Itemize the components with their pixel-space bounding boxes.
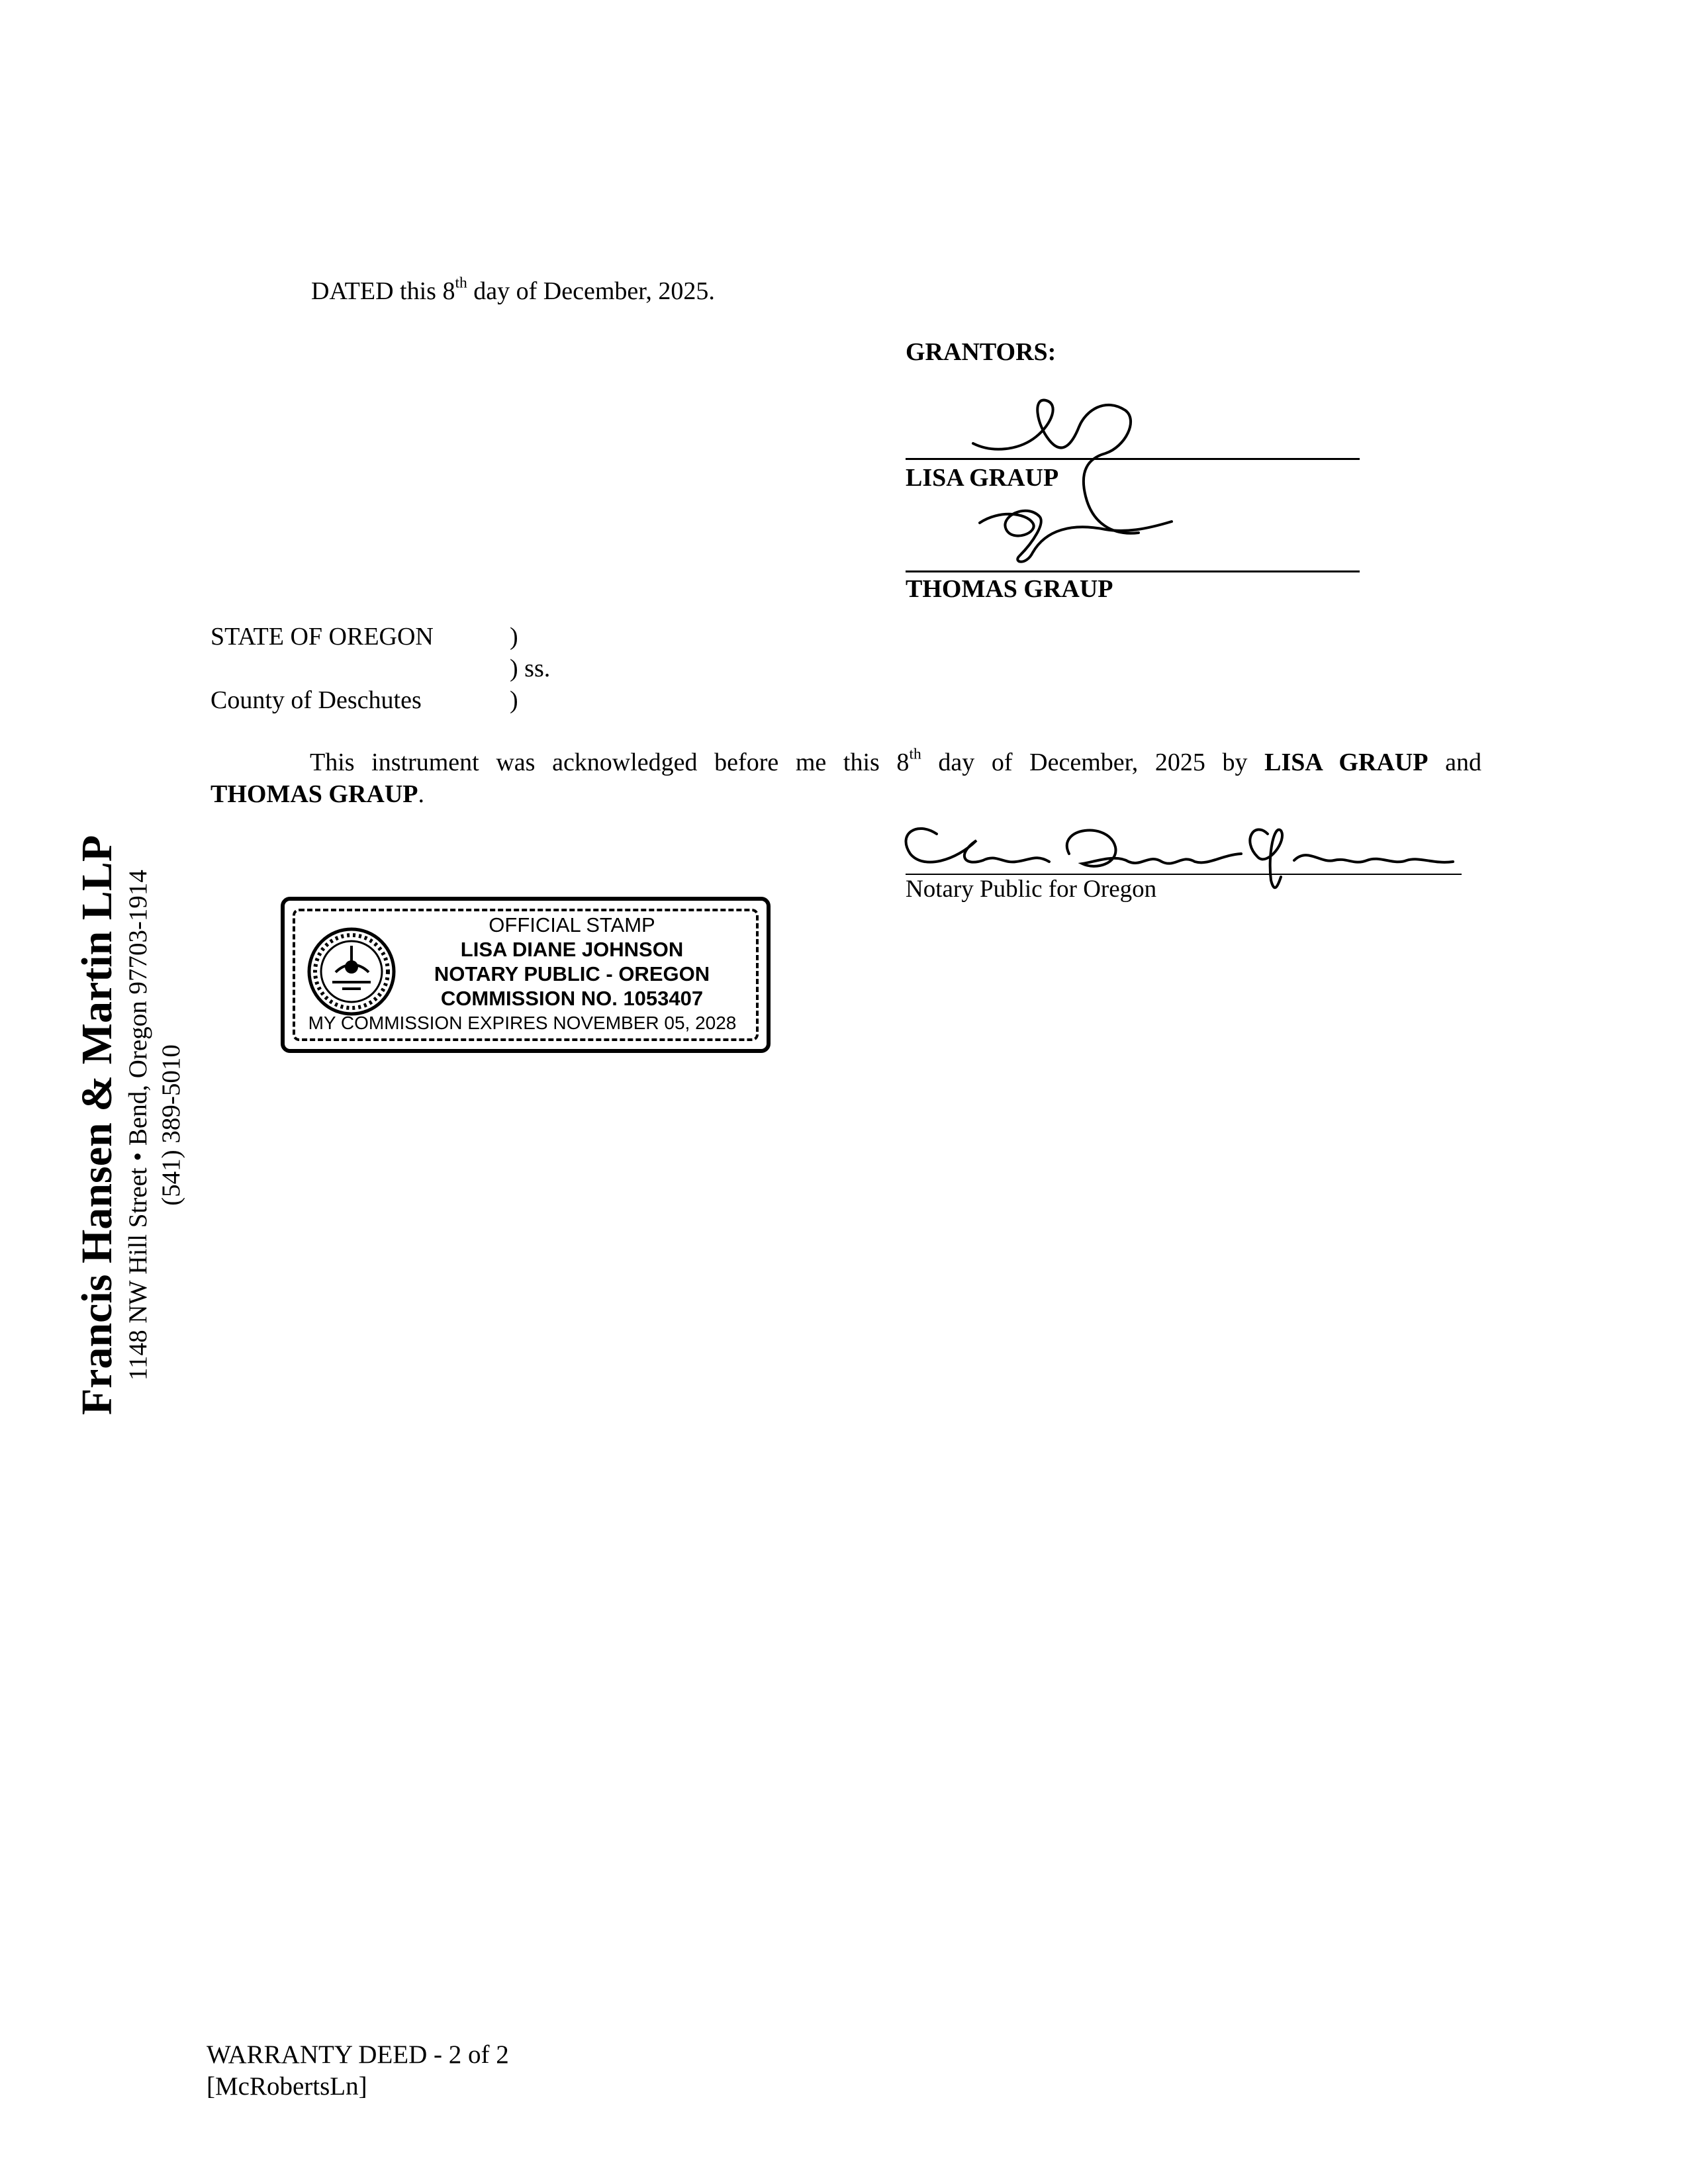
- venue-paren-1: ): [510, 623, 518, 651]
- acknowledgment-end: .: [418, 780, 424, 808]
- grantors-heading: GRANTORS:: [906, 338, 1056, 366]
- venue-county: County of Deschutes: [211, 686, 422, 714]
- thomas-graup-signature: [973, 503, 1198, 576]
- acknowledgment-name-1: LISA GRAUP: [1264, 749, 1429, 776]
- acknowledgment-text-1: This instrument was acknowledged before me this 8: [310, 749, 910, 776]
- firm-address: 1148 NW Hill Street • Bend, Oregon 97703-1914: [124, 870, 152, 1381]
- stamp-line-expires: MY COMMISSION EXPIRES NOVEMBER 05, 2028: [308, 1013, 737, 1033]
- stamp-line-notary: NOTARY PUBLIC - OREGON: [434, 962, 710, 985]
- dated-line: [311, 274, 715, 306]
- firm-name: Francis Hansen & Martin LLP: [73, 835, 121, 1416]
- acknowledgment-name-2: THOMAS GRAUP: [211, 780, 418, 808]
- venue-state: STATE OF OREGON: [211, 623, 434, 651]
- acknowledgment-ordinal: th: [909, 745, 921, 763]
- dated-ordinal: th: [455, 274, 467, 292]
- acknowledgment-line-1: [211, 745, 1481, 777]
- notary-official-stamp: [281, 897, 771, 1053]
- dated-prefix: DATED this 8: [311, 277, 455, 305]
- acknowledgment-line-2: [211, 780, 424, 809]
- firm-letterhead: [73, 807, 199, 1443]
- acknowledgment-and: and: [1428, 749, 1481, 776]
- footer-reference: [McRobertsLn]: [207, 2072, 367, 2101]
- thomas-graup-signature-line: [906, 570, 1360, 572]
- acknowledgment-text-2: day of December, 2025 by: [921, 749, 1265, 776]
- stamp-line-name: LISA DIANE JOHNSON: [460, 938, 684, 961]
- grantor-thomas-graup-name: THOMAS GRAUP: [906, 575, 1113, 603]
- grantor-lisa-graup-name: LISA GRAUP: [906, 464, 1059, 492]
- stamp-text: [308, 913, 760, 1035]
- venue-paren-3: ): [510, 686, 518, 714]
- lisa-graup-signature-line: [906, 458, 1360, 460]
- stamp-line-commission: COMMISSION NO. 1053407: [440, 987, 704, 1010]
- venue-ss: ) ss.: [510, 655, 551, 682]
- firm-phone: (541) 389-5010: [157, 1044, 185, 1206]
- dated-suffix: day of December, 2025.: [467, 277, 715, 305]
- stamp-line-official: OFFICIAL STAMP: [489, 913, 655, 936]
- notary-title: Notary Public for Oregon: [906, 876, 1157, 903]
- footer-doc-title: WARRANTY DEED - 2 of 2: [207, 2040, 509, 2069]
